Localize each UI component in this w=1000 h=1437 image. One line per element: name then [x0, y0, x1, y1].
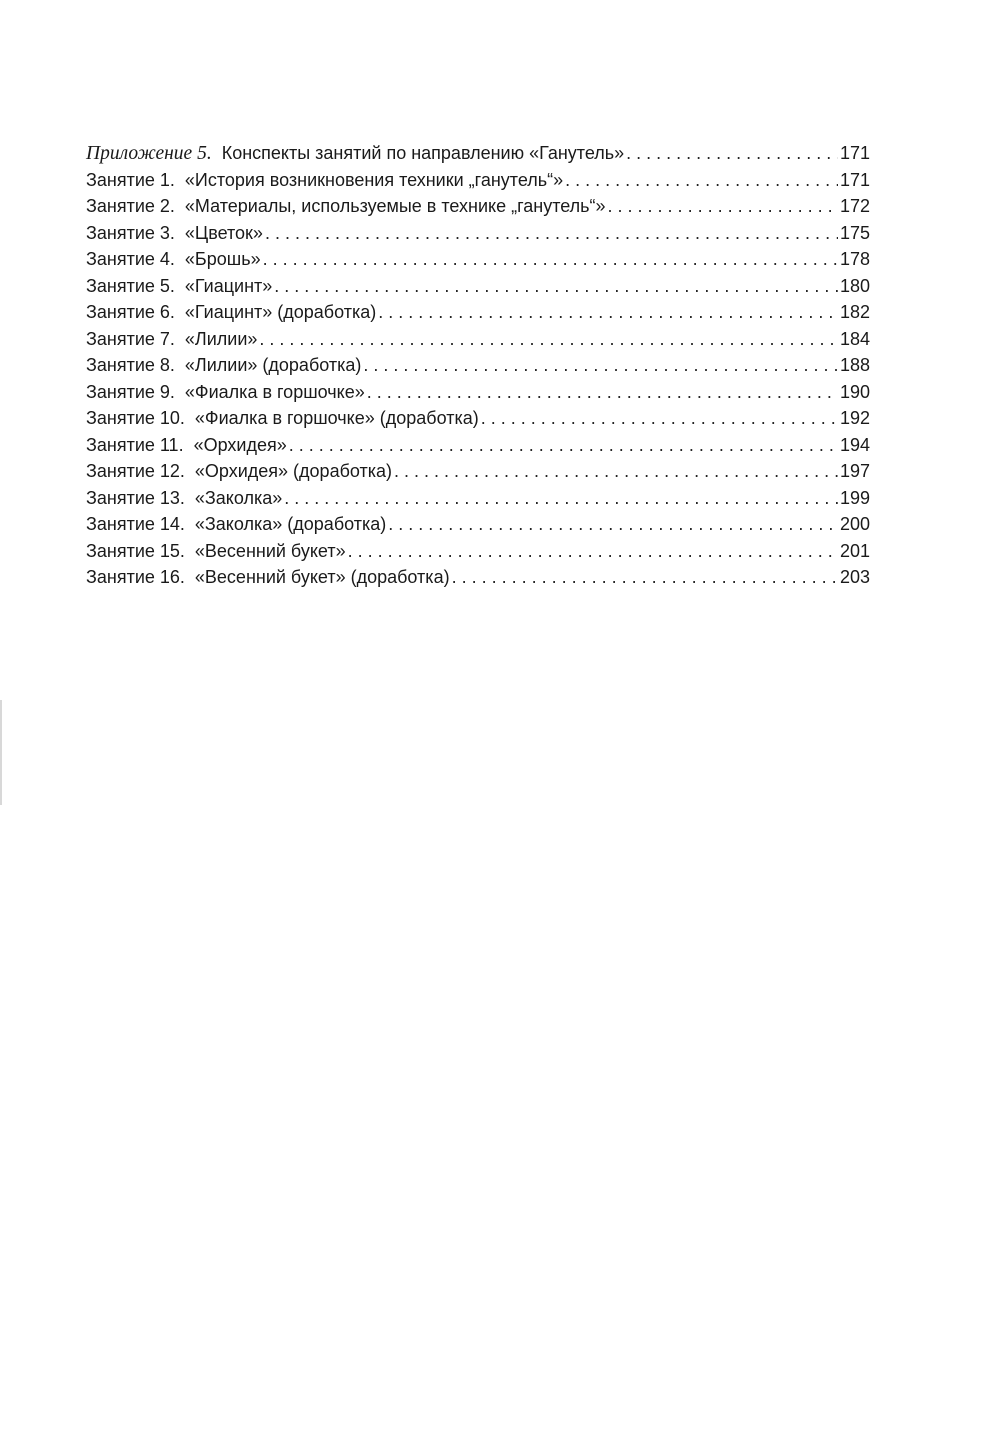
toc-entry-lesson-11	[86, 432, 870, 459]
toc-dot-leader	[265, 220, 838, 247]
toc-entry-title: «Заколка» (доработка)	[194, 514, 387, 534]
toc-entry-title: «Гиацинт» (доработка)	[184, 302, 377, 322]
toc-entry-lesson-4	[86, 246, 870, 273]
toc-dot-leader	[608, 193, 838, 220]
toc-page-number: 199	[839, 487, 870, 508]
toc-page-number: 203	[839, 567, 870, 587]
toc-entry-lesson-5	[86, 273, 870, 300]
toc-entry-lesson-6	[86, 299, 870, 326]
toc-page-number: 188	[839, 355, 870, 375]
toc-page-number: 182	[839, 302, 870, 322]
toc-entry-prefix: Занятие 6.	[86, 302, 175, 322]
toc-entry-prefix: Занятие 13.	[86, 487, 185, 508]
toc-entry-lesson-1	[86, 167, 870, 194]
toc-entry-prefix: Занятие 1.	[86, 169, 175, 190]
toc-entry-lesson-9	[86, 379, 870, 406]
toc-page-number: 178	[839, 249, 870, 269]
toc-dot-leader	[263, 246, 838, 273]
toc-dot-leader	[284, 485, 838, 512]
toc-page-number: 184	[839, 328, 870, 349]
toc-entry-prefix: Занятие 4.	[86, 249, 175, 269]
toc-entry-prefix: Занятие 9.	[86, 381, 175, 402]
toc-dot-leader	[363, 352, 838, 379]
toc-entry-title: «Орхидея» (доработка)	[194, 461, 393, 481]
toc-dot-leader	[367, 379, 838, 406]
toc-entry-title: «Брошь»	[184, 249, 261, 269]
toc-entry-appendix-5	[86, 140, 870, 167]
toc-dot-leader	[378, 299, 838, 326]
toc-page-number: 172	[839, 196, 870, 216]
toc-entry-title: «Фиалка в горшочке» (доработка)	[194, 408, 479, 428]
toc-entry-title: «Заколка»	[194, 487, 283, 508]
toc-dot-leader	[388, 511, 838, 538]
toc-entry-lesson-12	[86, 458, 870, 485]
toc-dot-leader	[289, 432, 838, 459]
toc-page-number: 194	[839, 434, 870, 455]
toc-entry-title: «Лилии»	[184, 328, 258, 349]
toc-entry-lesson-14	[86, 511, 870, 538]
toc-entry-lesson-7	[86, 326, 870, 353]
table-of-contents	[86, 140, 870, 591]
toc-entry-prefix: Занятие 8.	[86, 355, 175, 375]
toc-page-number: 171	[839, 169, 870, 190]
toc-entry-lesson-10	[86, 405, 870, 432]
toc-page-number: 201	[839, 540, 870, 561]
toc-page-number: 180	[839, 275, 870, 296]
toc-page-number: 171	[839, 143, 870, 163]
toc-entry-prefix: Занятие 15.	[86, 540, 185, 561]
toc-entry-prefix: Занятие 11.	[86, 434, 184, 455]
toc-entry-prefix: Занятие 10.	[86, 408, 185, 428]
toc-entry-lesson-3	[86, 220, 870, 247]
toc-entry-lesson-15	[86, 538, 870, 565]
toc-entry-prefix: Занятие 3.	[86, 222, 175, 243]
toc-entry-title: «История возникновения техники „ганутель“»	[184, 169, 564, 190]
toc-entry-title: «Цветок»	[184, 222, 263, 243]
toc-dot-leader	[274, 273, 838, 300]
toc-entry-prefix: Занятие 2.	[86, 196, 175, 216]
toc-entry-lesson-16	[86, 564, 870, 591]
toc-entry-prefix: Занятие 16.	[86, 567, 185, 587]
toc-page-number: 197	[839, 461, 870, 481]
toc-dot-leader	[394, 458, 838, 485]
toc-entry-title: «Весенний букет» (доработка)	[194, 567, 450, 587]
toc-entry-title: «Орхидея»	[193, 434, 287, 455]
toc-entry-lesson-2	[86, 193, 870, 220]
scan-edge-shadow	[0, 700, 2, 805]
toc-page-number: 200	[839, 514, 870, 534]
toc-entry-title: Конспекты занятий по направлению «Ганутель»	[221, 143, 625, 163]
toc-entry-lesson-13	[86, 485, 870, 512]
toc-entry-prefix: Приложение 5.	[86, 143, 212, 164]
toc-dot-leader	[348, 538, 838, 565]
toc-entry-title: «Лилии» (доработка)	[184, 355, 362, 375]
toc-dot-leader	[259, 326, 838, 353]
toc-page-number: 175	[839, 222, 870, 243]
toc-page-number: 190	[839, 381, 870, 402]
toc-entry-prefix: Занятие 5.	[86, 275, 175, 296]
toc-dot-leader	[565, 167, 838, 194]
toc-entry-title: «Гиацинт»	[184, 275, 273, 296]
toc-dot-leader	[481, 405, 838, 432]
toc-page-number: 192	[839, 408, 870, 428]
toc-entry-prefix: Занятие 12.	[86, 461, 185, 481]
toc-entry-prefix: Занятие 14.	[86, 514, 185, 534]
toc-dot-leader	[452, 564, 838, 591]
toc-entry-title: «Материалы, используемые в технике „ганутель“»	[184, 196, 606, 216]
toc-dot-leader	[626, 140, 838, 167]
toc-entry-title: «Весенний букет»	[194, 540, 346, 561]
toc-entry-lesson-8	[86, 352, 870, 379]
toc-entry-title: «Фиалка в горшочке»	[184, 381, 365, 402]
toc-entry-prefix: Занятие 7.	[86, 328, 175, 349]
